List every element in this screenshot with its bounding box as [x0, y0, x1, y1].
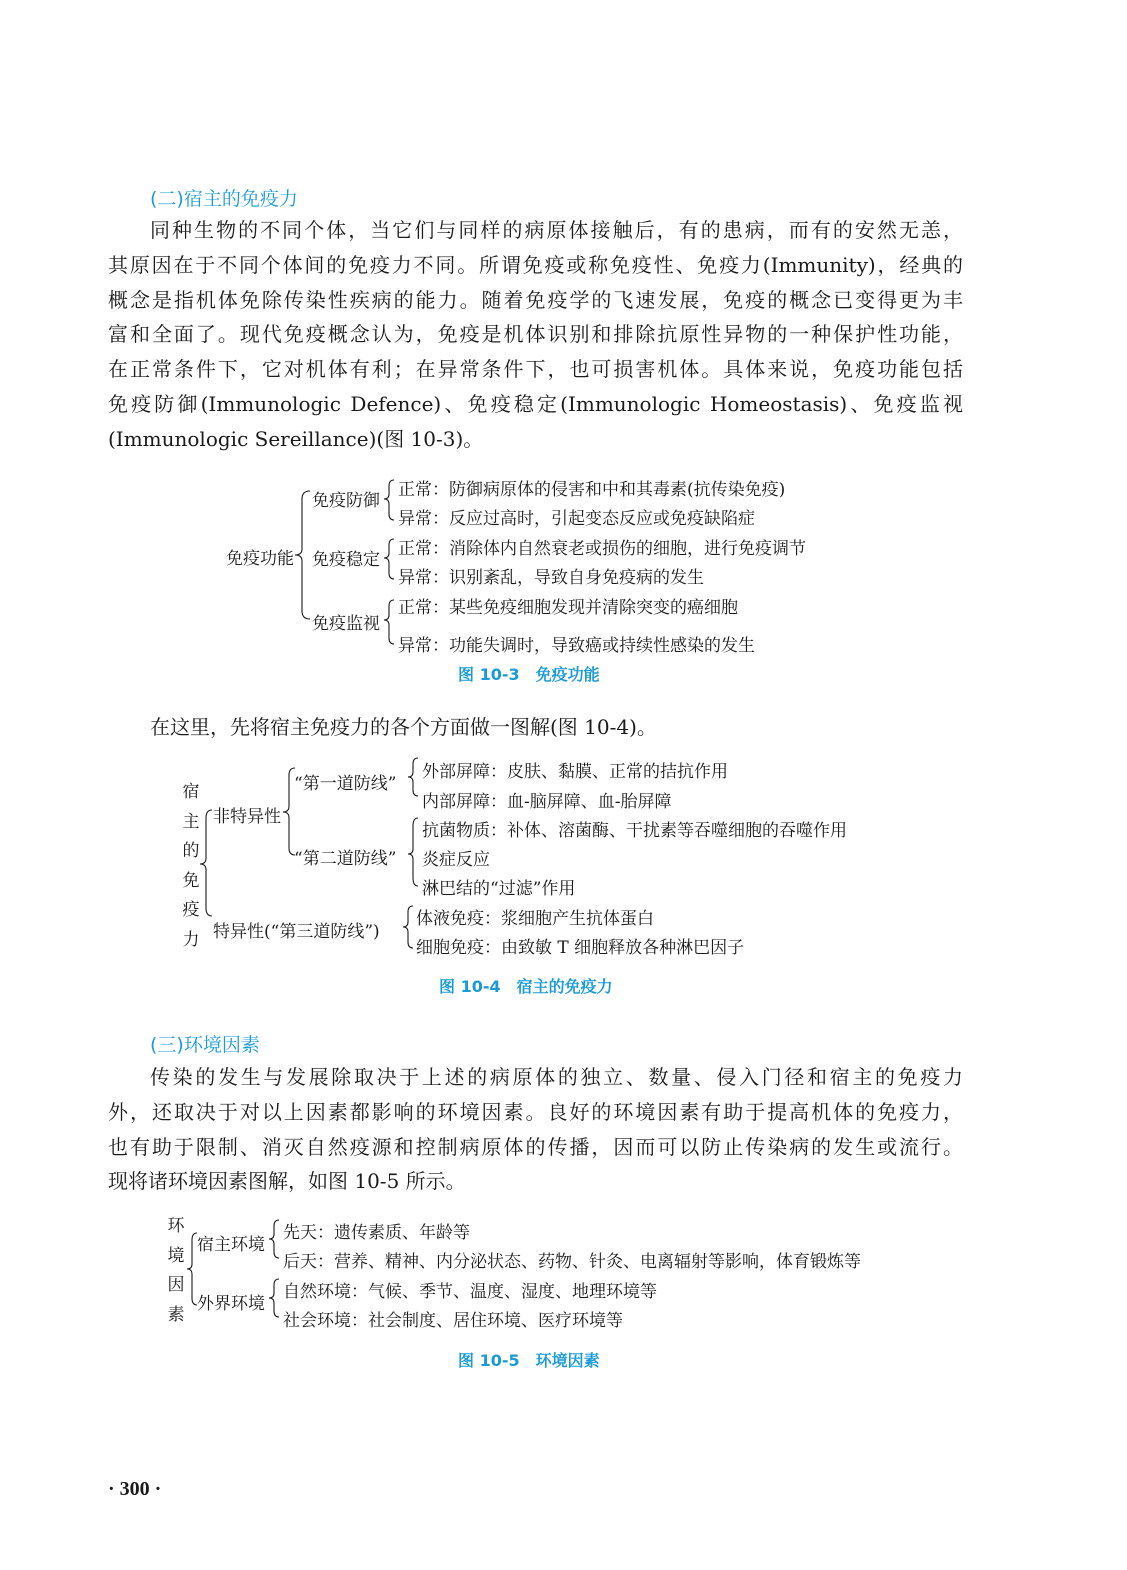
fig5-root-char: 素 — [167, 1304, 185, 1325]
fig3-item-surveillance: 免疫监视 — [312, 614, 380, 634]
section-heading-host-immunity: (二)宿主的免疫力 — [150, 188, 298, 210]
figure-caption: 图 10-3 免疫功能 — [458, 665, 600, 684]
paragraph-line: 富和全面了。现代免疫概念认为，免疫是机体识别和排除抗原性异物的一种保护性功能， — [108, 322, 963, 347]
fig5-root-char: 环 — [167, 1216, 185, 1236]
page-number: · 300 · — [108, 1478, 162, 1500]
fig4-second-line: “第二道防线” — [294, 849, 397, 869]
fig5-outer-item: 社会环境：社会制度、居住环境、医疗环境等 — [283, 1311, 623, 1331]
fig3-surveillance-abnormal: 异常：功能失调时，导致癌或持续性感染的发生 — [398, 636, 755, 656]
fig3-item-defense: 免疫防御 — [312, 491, 380, 511]
fig4-specific-item: 体液免疫：浆细胞产生抗体蛋白 — [416, 909, 654, 929]
fig4-root-char: 免 — [182, 870, 200, 891]
paragraph-line: 外，还取决于对以上因素都影响的环境因素。良好的环境因素有助于提高机体的免疫力， — [108, 1099, 963, 1124]
fig3-root: 免疫功能 — [226, 549, 294, 569]
fig4-root-char: 主 — [182, 811, 200, 832]
fig3-stability-abnormal: 异常：识别紊乱，导致自身免疫病的发生 — [398, 568, 704, 588]
fig5-root — [166, 1212, 186, 1330]
fig5-root-char: 因 — [167, 1275, 185, 1295]
fig4-specific-brace — [400, 900, 416, 956]
fig4-specific: 特异性(“第三道防线”) — [213, 922, 380, 942]
paragraph-line: 免疫防御(Immunologic Defence)、免疫稳定(Immunologic Homeostasis)、免疫监视 — [108, 391, 963, 416]
fig5-host-item: 后天：营养、精神、内分泌状态、药物、针灸、电离辐射等影响，体育锻炼等 — [283, 1252, 861, 1272]
paragraph-line: 概念是指机体免除传染性疾病的能力。随着免疫学的飞速发展，免疫的概念已变得更为丰 — [108, 287, 963, 312]
fig4-first-line: “第一道防线” — [294, 774, 397, 794]
figure-caption: 图 10-5 环境因素 — [458, 1351, 600, 1370]
fig3-item-stability: 免疫稳定 — [312, 550, 380, 570]
fig4-root-char: 力 — [182, 929, 200, 950]
fig3-defense-normal: 正常：防御病原体的侵害和中和其毒素(抗传染免疫) — [398, 480, 786, 500]
fig5-host: 宿主环境 — [197, 1235, 265, 1255]
fig3-sub-braces — [381, 474, 397, 654]
fig3-surveillance-normal: 正常：某些免疫细胞发现并清除突变的癌细胞 — [398, 598, 738, 618]
fig5-root-char: 境 — [167, 1245, 185, 1266]
paragraph-host-immunity — [108, 213, 963, 457]
fig5-sub-braces — [267, 1214, 283, 1334]
figure-caption: 图 10-4 宿主的免疫力 — [439, 977, 613, 996]
fig4-root-char: 的 — [182, 841, 200, 861]
fig5-outer-item: 自然环境：气候、季节、温度、湿度、地理环境等 — [283, 1282, 657, 1302]
paragraph-line: 传染的发生与发展除取决于上述的病原体的独立、数量、侵入门径和宿主的免疫力 — [150, 1065, 963, 1089]
paragraph-line: (Immunologic Sereillance)(图 10-3)。 — [108, 426, 484, 451]
fig4-line-braces — [406, 752, 422, 902]
fig4-line1-item: 内部屏障：血-脑屏障、血-胎屏障 — [422, 792, 672, 812]
fig4-line1-item: 外部屏障：皮肤、黏膜、正常的拮抗作用 — [422, 762, 728, 782]
paragraph-line: 现将诸环境因素图解，如图 10-5 所示。 — [108, 1169, 466, 1194]
fig4-root-char: 宿 — [182, 782, 200, 802]
paragraph-line: 其原因在于不同个体间的免疫力不同。所谓免疫或称免疫性、免疫力(Immunity)，经典的 — [108, 252, 963, 277]
section-heading-environment: (三)环境因素 — [150, 1034, 260, 1056]
paragraph-line: 在正常条件下，它对机体有利；在异常条件下，也可损害机体。具体来说，免疫功能包括 — [108, 357, 963, 382]
fig3-stability-normal: 正常：消除体内自然衰老或损伤的细胞，进行免疫调节 — [398, 539, 806, 559]
fig5-host-item: 先天：遗传素质、年龄等 — [283, 1223, 470, 1243]
fig4-line2-item: 淋巴结的“过滤”作用 — [422, 879, 576, 899]
fig4-root-char: 疫 — [182, 900, 200, 920]
fig3-defense-abnormal: 异常：反应过高时，引起变态反应或免疫缺陷症 — [398, 509, 755, 529]
paragraph-fig4-intro: 在这里，先将宿主免疫力的各个方面做一图解(图 10-4)。 — [150, 715, 657, 739]
paragraph-environment — [108, 1060, 963, 1199]
fig4-line2-item: 抗菌物质：补体、溶菌酶、干扰素等吞噬细胞的吞噬作用 — [422, 821, 847, 841]
fig4-nonspecific: 非特异性 — [213, 807, 281, 827]
paragraph-line: 也有助于限制、消灭自然疫源和控制病原体的传播，因而可以防止传染病的发生或流行。 — [108, 1134, 963, 1159]
fig5-outer: 外界环境 — [197, 1294, 265, 1314]
fig4-specific-item: 细胞免疫：由致敏 T 细胞释放各种淋巴因子 — [416, 938, 745, 958]
fig4-line2-item: 炎症反应 — [422, 850, 490, 870]
paragraph-line: 同种生物的不同个体，当它们与同样的病原体接触后，有的患病，而有的安然无恙， — [150, 218, 963, 242]
